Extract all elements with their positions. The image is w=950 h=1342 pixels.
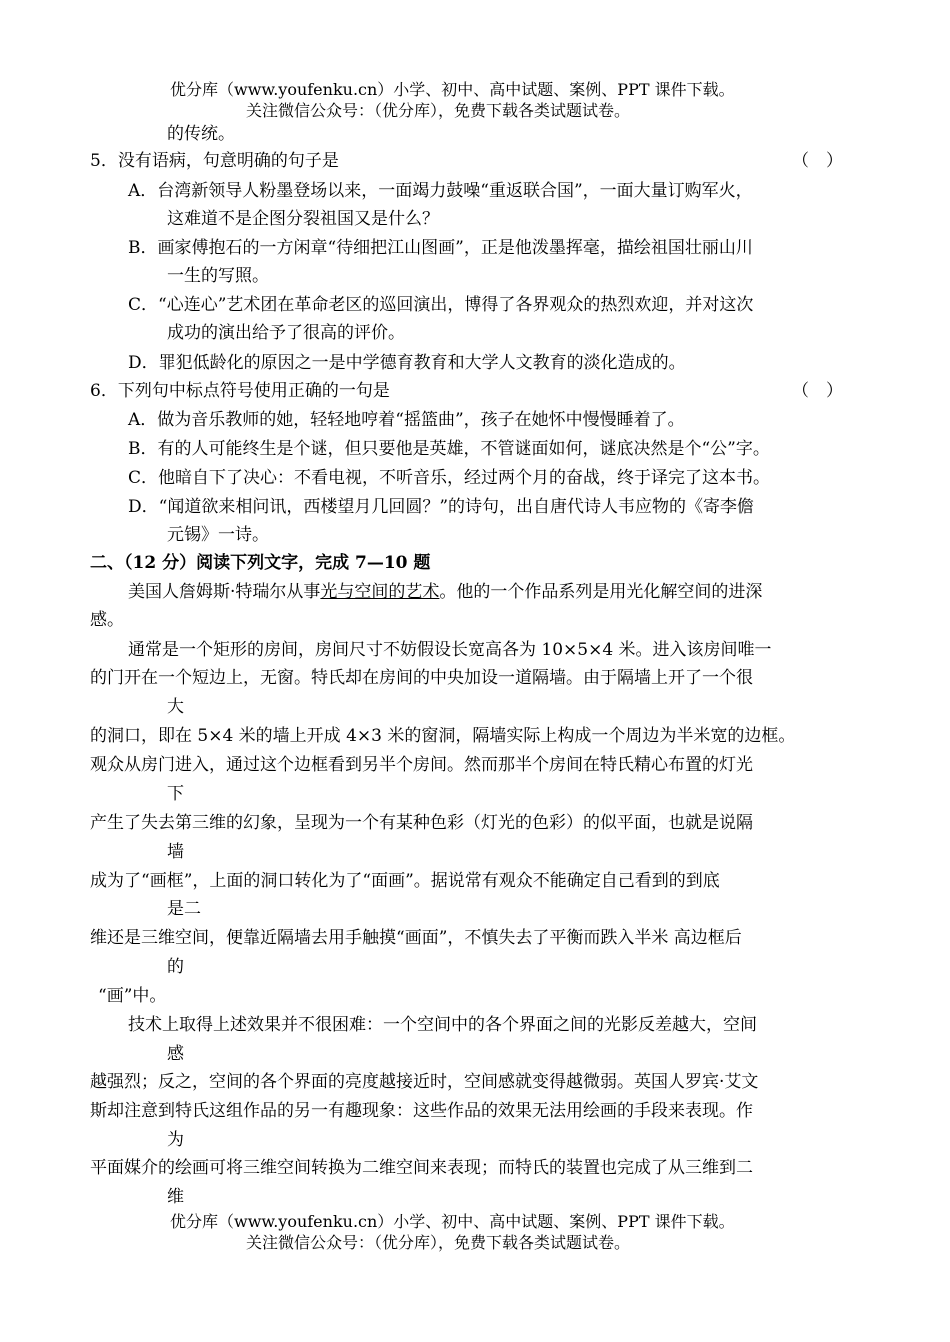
passage-p1-text-2: 。他的一个作品系列是用光化解空间的进深 [439,582,763,602]
q5-option-c-cont: 成功的演出给予了很高的评价。 [167,323,405,343]
underlined-term: 光与空间的艺术 [320,582,440,602]
passage-p3-line-1: 技术上取得上述效果并不很困难：一个空间中的各个界面之间的光影反差越大，空间 [128,1015,757,1035]
q5-option-a: A．台湾新领导人粉墨登场以来，一面竭力鼓噪“重返联合国”，一面大量订购军火， [128,181,753,201]
passage-p3-line-4: 斯却注意到特氏这组作品的另一有趣现象：这些作品的效果无法用绘画的手段来表现。作 [90,1101,753,1121]
passage-p2-line-8: 墙 [167,842,184,862]
q6-option-d-cont: 元锡》一诗。 [167,525,269,545]
q6-option-a: A．做为音乐教师的她，轻轻地哼着“摇篮曲”，孩子在她怀中慢慢睡着了。 [128,410,685,430]
q6-option-c: C．他暗自下了决心：不看电视，不听音乐，经过两个月的奋战，终于译完了这本书。 [128,468,771,488]
header-line-2: 关注微信公众号：（优分库），免费下载各类试题试卷。 [246,101,631,120]
footer-line-1: 优分库（www.youfenku.cn）小学、初中、高中试题、案例、PPT 课件下载。 [170,1212,735,1231]
q5-option-d: D．罪犯低龄化的原因之一是中学德育教育和大学人文教育的淡化造成的。 [128,353,686,373]
passage-p2-line-11: 维还是三维空间，便靠近隔墙去用手触摸“画面”，不慎失去了平衡而跌入半米 高边框后 [90,928,742,948]
passage-p2-line-5: 观众从房门进入，通过这个边框看到另半个房间。然而那半个房间在特氏精心布置的灯光 [90,755,753,775]
q5-stem: 5．没有语病，句意明确的句子是 [90,151,339,171]
passage-p2-line-4: 的洞口，即在 5×4 米的墙上开成 4×3 米的窗洞，隔墙实际上构成一个周边为半米宽的边框。 [90,726,796,746]
passage-p3-line-7: 维 [167,1187,184,1207]
passage-p1-line-2: 感。 [90,610,124,630]
header-line-1: 优分库（www.youfenku.cn）小学、初中、高中试题、案例、PPT 课件下载。 [170,80,735,99]
continued-text: 的传统。 [167,124,235,144]
passage-p2-line-1: 通常是一个矩形的房间，房间尺寸不妨假设长宽高各为 10×5×4 米。进入该房间唯一 [128,640,772,660]
passage-p3-line-3: 越强烈；反之，空间的各个界面的亮度越接近时，空间感就变得越微弱。英国人罗宾·艾文 [90,1072,759,1092]
q5-option-a-cont: 这难道不是企图分裂祖国又是什么？ [167,209,439,229]
passage-p2-line-3: 大 [167,697,184,717]
footer-line-2: 关注微信公众号：（优分库），免费下载各类试题试卷。 [246,1233,631,1252]
passage-p2-line-13: “画”中。 [98,986,167,1006]
passage-p2-line-6: 下 [167,784,184,804]
passage-p3-line-2: 感 [167,1044,184,1064]
q6-option-b: B．有的人可能终生是个谜，但只要他是英雄，不管谜面如何，谜底决然是个“公”字。 [128,439,770,459]
q6-answer-paren: （ ） [792,381,843,401]
q6-option-d: D．“闻道欲来相问讯，西楼望月几回圆？”的诗句，出自唐代诗人韦应物的《寄李儋 [128,497,755,517]
section-2-heading: 二、（12 分）阅读下列文字，完成 7—10 题 [90,553,431,573]
passage-p3-line-6: 平面媒介的绘画可将三维空间转换为二维空间来表现；而特氏的装置也完成了从三维到二 [90,1158,753,1178]
passage-p1-text: 美国人詹姆斯·特瑞尔从事 [128,582,321,602]
passage-p2-line-7: 产生了失去第三维的幻象，呈现为一个有某种色彩（灯光的色彩）的似平面，也就是说隔 [90,813,753,833]
passage-p2-line-10: 是二 [167,899,201,919]
q5-option-b-cont: 一生的写照。 [167,266,269,286]
passage-p2-line-12: 的 [167,957,184,977]
passage-p2-line-9: 成为了“画框”，上面的洞口转化为了“面画”。据说常有观众不能确定自己看到的到底 [90,871,720,891]
q5-option-b: B．画家傅抱石的一方闲章“待细把江山图画”，正是他泼墨挥毫，描绘祖国壮丽山川 [128,238,753,258]
passage-p1-line-1 [128,582,762,602]
passage-p2-line-2: 的门开在一个短边上，无窗。特氏却在房间的中央加设一道隔墙。由于隔墙上开了一个很 [90,668,753,688]
passage-p3-line-5: 为 [167,1130,184,1150]
q5-answer-paren: （ ） [792,151,843,171]
q6-stem: 6．下列句中标点符号使用正确的一句是 [90,381,390,401]
q5-option-c: C．“心连心”艺术团在革命老区的巡回演出，博得了各界观众的热烈欢迎，并对这次 [128,295,754,315]
